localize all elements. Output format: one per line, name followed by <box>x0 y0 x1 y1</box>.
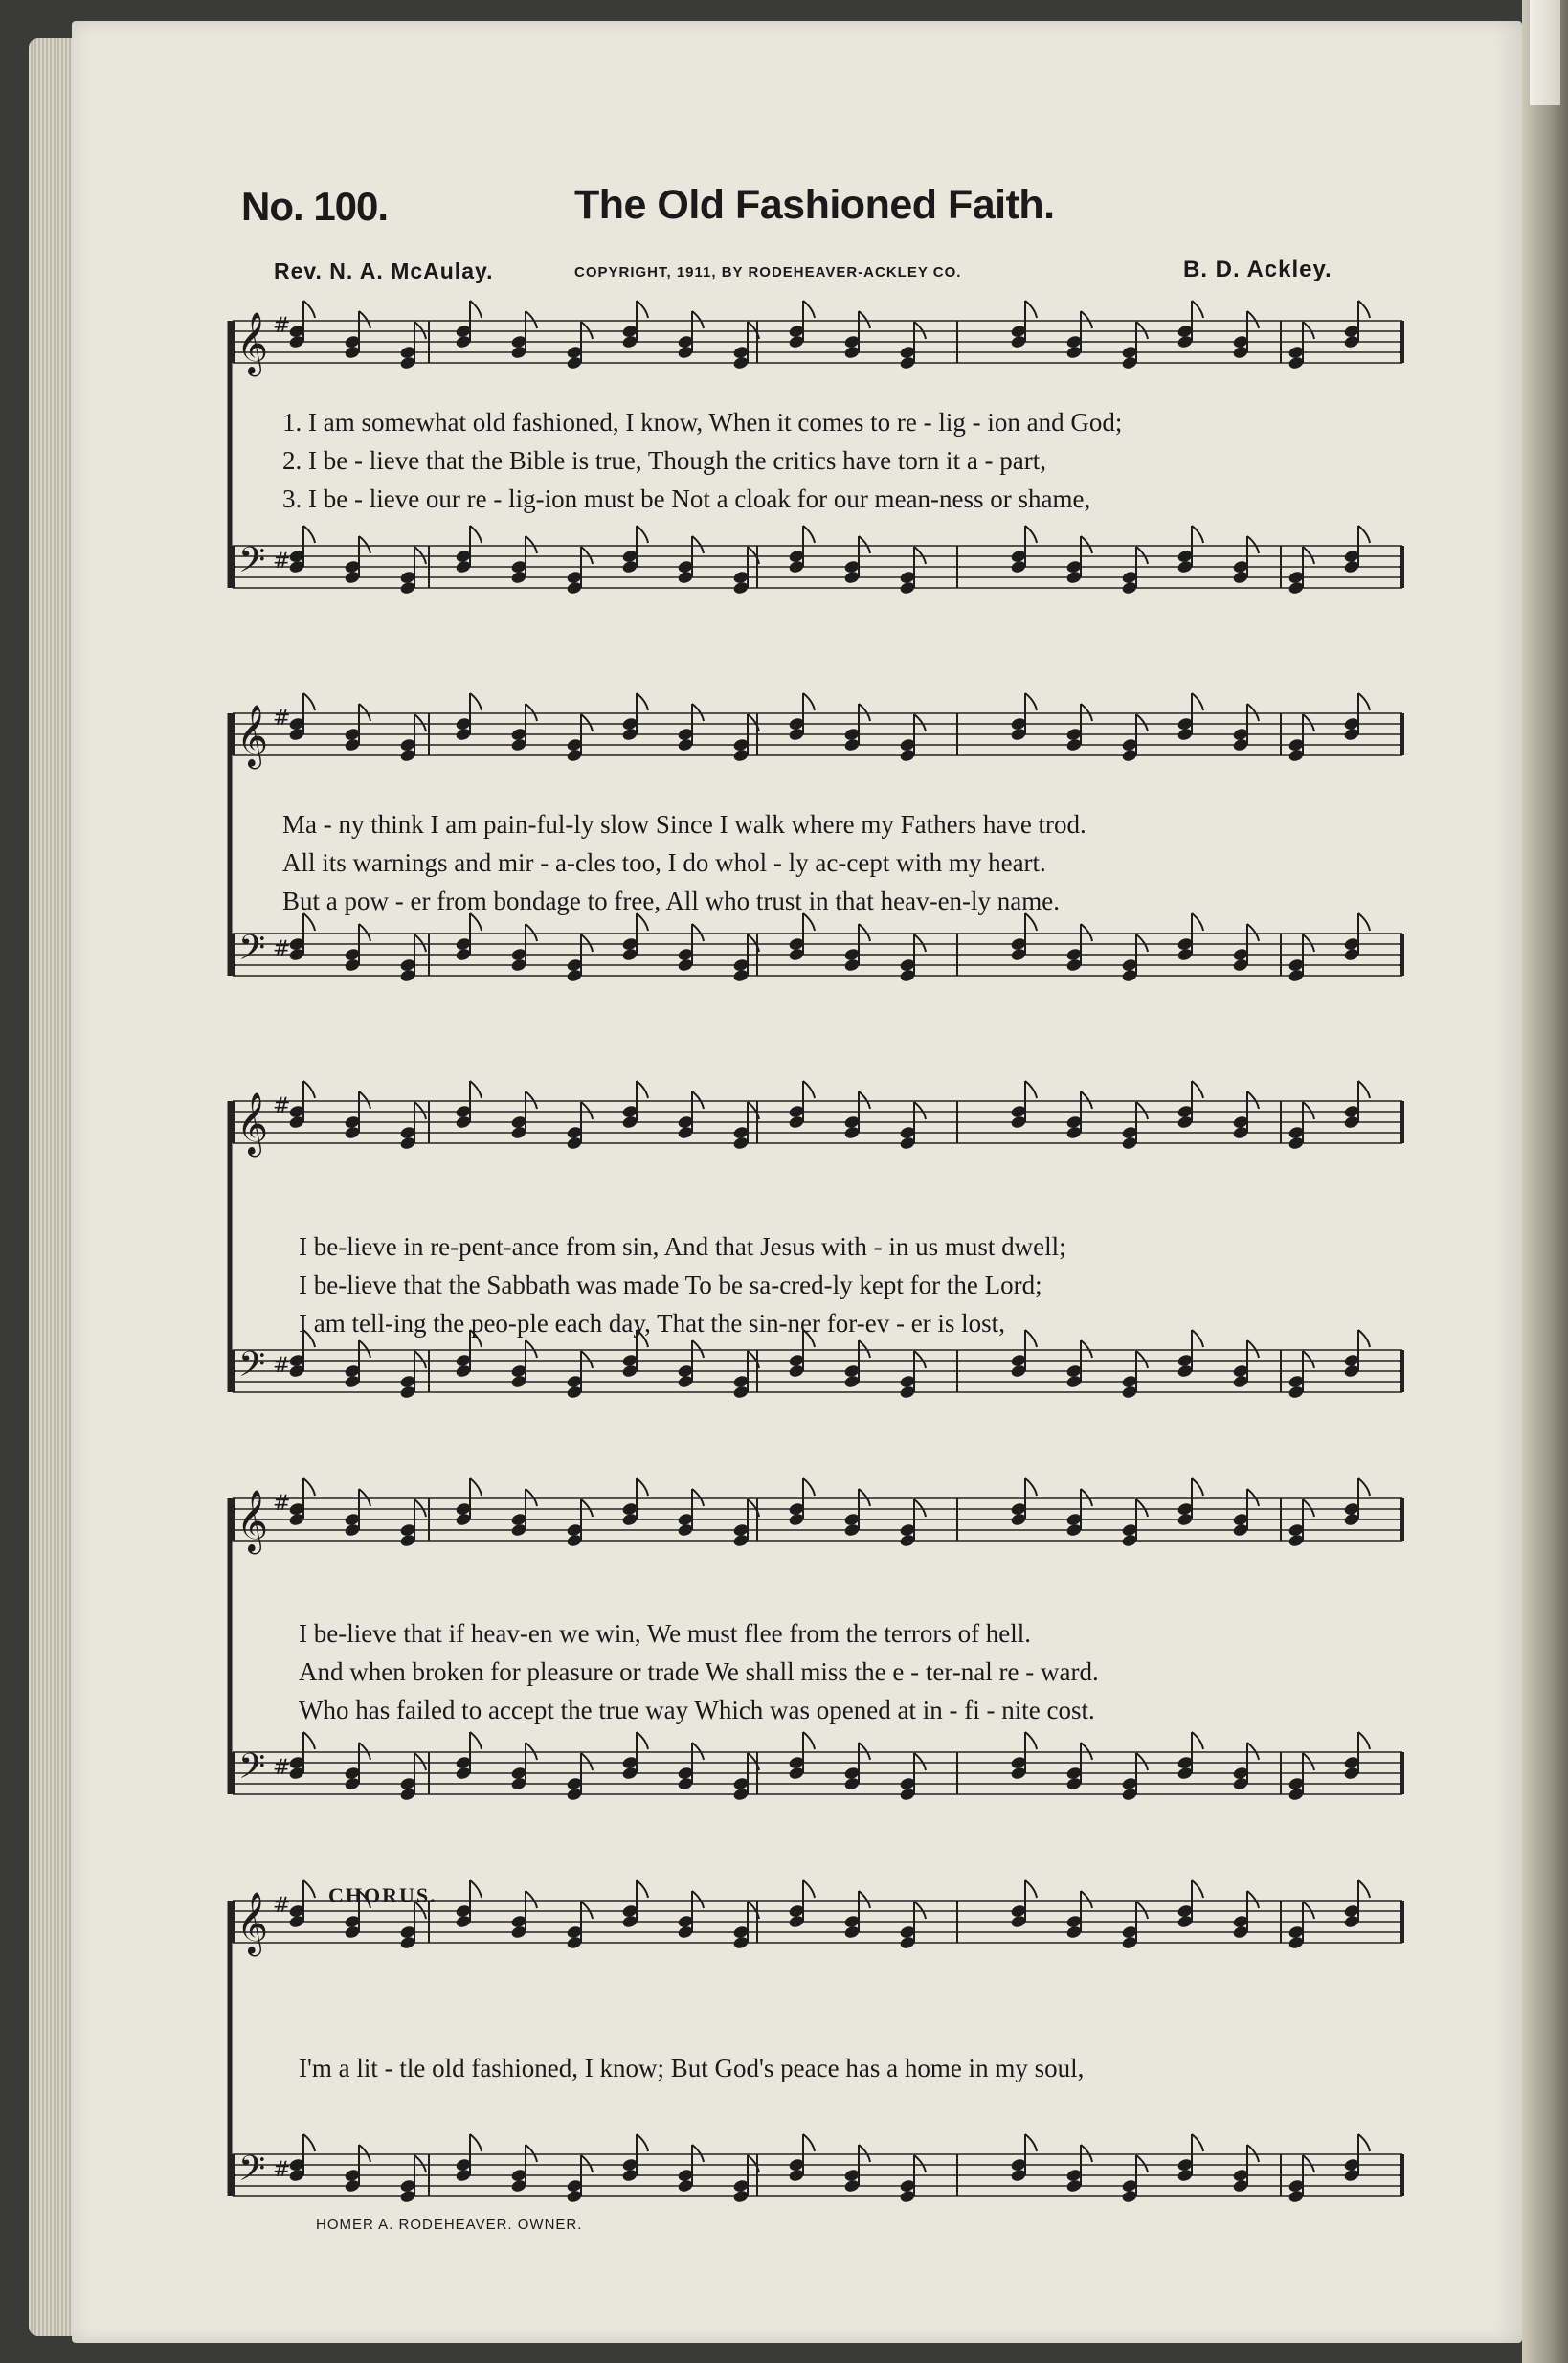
hymn-number: No. 100. <box>241 184 389 229</box>
staff <box>233 913 1402 983</box>
sharp-icon: # <box>273 314 291 338</box>
staff <box>233 1732 1402 1802</box>
bass-clef-icon: 𝄢 <box>238 928 266 977</box>
bass-clef-icon: 𝄢 <box>238 1746 266 1795</box>
treble-clef-icon: 𝄞 <box>236 312 269 374</box>
bass-clef-icon: 𝄢 <box>238 2149 266 2197</box>
lyricist-credit: Rev. N. A. McAulay. <box>274 259 494 283</box>
sharp-icon: # <box>273 1756 291 1780</box>
verse-2-text: All its warnings and mir - a-cles too, I do whol - ly ac-cept with my heart. <box>282 848 1046 877</box>
verse-1-text: 1. I am somewhat old fashioned, I know, When it comes to re - lig - ion and God; <box>282 408 1123 437</box>
treble-clef-icon: 𝄞 <box>236 1892 269 1954</box>
bass-clef-icon: 𝄢 <box>238 1344 266 1393</box>
hymn-title: The Old Fashioned Faith. <box>574 182 1055 228</box>
sharp-icon: # <box>273 550 291 574</box>
lyrics-line-2 <box>282 805 1086 920</box>
staff <box>233 2134 1402 2204</box>
treble-clef-icon: 𝄞 <box>236 705 269 767</box>
verse-1-text: I be-lieve that if heav-en we win, We must flee from the terrors of hell. <box>299 1619 1032 1648</box>
lyrics-line-3 <box>299 1227 1066 1342</box>
sharp-icon: # <box>273 707 291 731</box>
chorus-label: CHORUS. <box>328 1883 437 1907</box>
sharp-icon: # <box>273 1492 291 1516</box>
staff <box>233 301 1402 371</box>
treble-clef-icon: 𝄞 <box>236 1092 269 1155</box>
staff <box>233 526 1402 596</box>
copyright-notice: COPYRIGHT, 1911, BY RODEHEAVER-ACKLEY CO. <box>574 264 962 281</box>
composer-credit: B. D. Ackley. <box>1183 257 1333 282</box>
verse-3-text: 3. I be - lieve our re - lig-ion must be Not a cloak for our mean-ness or shame, <box>282 484 1091 513</box>
sharp-icon: # <box>273 1894 291 1918</box>
verse-2-text: And when broken for pleasure or trade We shall miss the e - ter-nal re - ward. <box>299 1657 1099 1686</box>
staff <box>233 693 1402 763</box>
bass-clef-icon: 𝄢 <box>238 540 266 589</box>
verse-3-text: But a pow - er from bondage to free, All who trust in that heav-en-ly name. <box>282 887 1061 915</box>
owner-credit: HOMER A. RODEHEAVER. OWNER. <box>316 2217 583 2233</box>
verse-1-text: Ma - ny think I am pain-ful-ly slow Since I walk where my Fathers have trod. <box>282 810 1086 839</box>
verse-2-text: I be-lieve that the Sabbath was made To be sa-cred-ly kept for the Lord; <box>299 1271 1042 1299</box>
sharp-icon: # <box>273 2158 291 2182</box>
lyrics-line-1 <box>282 403 1122 518</box>
chorus-lyrics: I'm a lit - tle old fashioned, I know; But God's peace has a home in my soul, <box>299 2054 1085 2082</box>
verse-1-text: I be-lieve in re-pent-ance from sin, And that Jesus with - in us must dwell; <box>299 1232 1066 1261</box>
lyrics-line-4 <box>299 1614 1099 1729</box>
verse-3-text: I am tell-ing the peo-ple each day, That the sin-ner for-ev - er is lost, <box>299 1309 1005 1338</box>
sharp-icon: # <box>273 937 291 961</box>
verse-3-text: Who has failed to accept the true way Which was opened at in - fi - nite cost. <box>299 1696 1095 1724</box>
treble-clef-icon: 𝄞 <box>236 1490 269 1552</box>
verse-2-text: 2. I be - lieve that the Bible is true, Though the critics have torn it a - part, <box>282 446 1047 475</box>
sharp-icon: # <box>273 1354 291 1378</box>
staff <box>233 1081 1402 1151</box>
sharp-icon: # <box>273 1094 291 1118</box>
staff <box>233 1478 1402 1548</box>
